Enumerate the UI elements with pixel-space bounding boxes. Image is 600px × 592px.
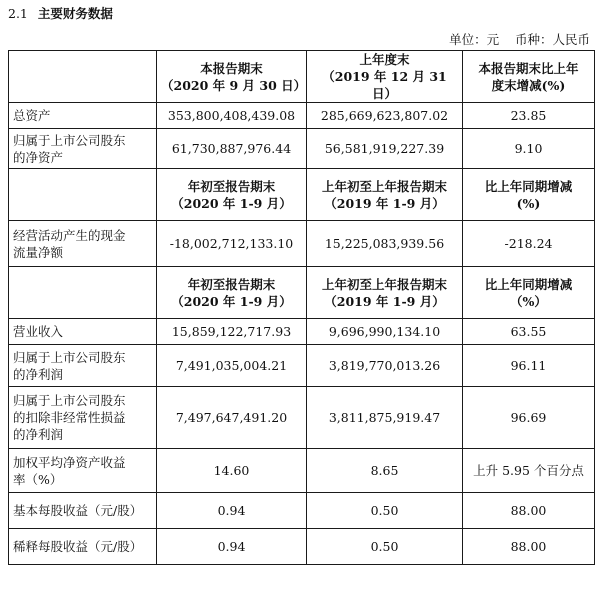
prior-value: 15,225,083,939.56 (307, 221, 463, 267)
header-ytd-prior: 上年初至上年报告期末 （2019 年 1-9 月） (307, 169, 463, 221)
prior-value: 3,819,770,013.26 (307, 345, 463, 387)
current-value: -18,002,712,133.10 (157, 221, 307, 267)
change-value: 上升 5.95 个百分点 (463, 449, 595, 493)
header-change-vs-prior-year-end: 本报告期末比上年 度末增减(%) (463, 51, 595, 103)
current-value: 7,491,035,004.21 (157, 345, 307, 387)
header-row-ytd (9, 267, 595, 319)
prior-value: 0.50 (307, 493, 463, 529)
change-value: 88.00 (463, 493, 595, 529)
header-row-ytd (9, 169, 595, 221)
current-value: 353,800,408,439.08 (157, 103, 307, 129)
prior-value: 8.65 (307, 449, 463, 493)
prior-value: 0.50 (307, 529, 463, 565)
change-value: 63.55 (463, 319, 595, 345)
unit-currency-note: 单位：元 币种：人民币 (449, 32, 590, 47)
change-value: 88.00 (463, 529, 595, 565)
table-row (9, 449, 595, 493)
table-row (9, 387, 595, 449)
table-row (9, 529, 595, 565)
change-value: -218.24 (463, 221, 595, 267)
section-number: 2.1 (8, 6, 28, 21)
current-value: 7,497,647,491.20 (157, 387, 307, 449)
table-row (9, 319, 595, 345)
row-label: 总资产 (9, 103, 157, 129)
change-value: 96.11 (463, 345, 595, 387)
current-value: 0.94 (157, 493, 307, 529)
row-label: 基本每股收益（元/股） (9, 493, 157, 529)
change-value: 96.69 (463, 387, 595, 449)
table-row (9, 129, 595, 169)
prior-value: 9,696,990,134.10 (307, 319, 463, 345)
table-row (9, 493, 595, 529)
row-label: 归属于上市公司股东 的扣除非经常性损益 的净利润 (9, 387, 157, 449)
current-value: 0.94 (157, 529, 307, 565)
header-ytd-prior: 上年初至上年报告期末 （2019 年 1-9 月） (307, 267, 463, 319)
section-heading (8, 6, 113, 22)
row-label: 经营活动产生的现金 流量净额 (9, 221, 157, 267)
header-yoy-change: 比上年同期增减 （%） (463, 267, 595, 319)
current-value: 61,730,887,976.44 (157, 129, 307, 169)
row-label: 归属于上市公司股东 的净资产 (9, 129, 157, 169)
table-row (9, 103, 595, 129)
header-current-period-end: 本报告期末 （2020 年 9 月 30 日） (157, 51, 307, 103)
row-label: 归属于上市公司股东 的净利润 (9, 345, 157, 387)
header-yoy-change: 比上年同期增减 (%) (463, 169, 595, 221)
header-row-period-end (9, 51, 595, 103)
table-row (9, 221, 595, 267)
prior-value: 56,581,919,227.39 (307, 129, 463, 169)
change-value: 23.85 (463, 103, 595, 129)
row-label: 加权平均净资产收益 率（%） (9, 449, 157, 493)
header-empty-cell (9, 267, 157, 319)
current-value: 15,859,122,717.93 (157, 319, 307, 345)
header-ytd-current: 年初至报告期末 （2020 年 1-9 月） (157, 267, 307, 319)
header-empty-cell (9, 169, 157, 221)
current-value: 14.60 (157, 449, 307, 493)
header-empty-cell (9, 51, 157, 103)
row-label: 营业收入 (9, 319, 157, 345)
financial-data-table (8, 50, 595, 565)
section-title: 主要财务数据 (37, 6, 113, 21)
header-prior-year-end: 上年度末 （2019 年 12 月 31 日） (307, 51, 463, 103)
change-value: 9.10 (463, 129, 595, 169)
row-label: 稀释每股收益（元/股） (9, 529, 157, 565)
header-ytd-current: 年初至报告期末 （2020 年 1-9 月） (157, 169, 307, 221)
prior-value: 285,669,623,807.02 (307, 103, 463, 129)
prior-value: 3,811,875,919.47 (307, 387, 463, 449)
table-row (9, 345, 595, 387)
